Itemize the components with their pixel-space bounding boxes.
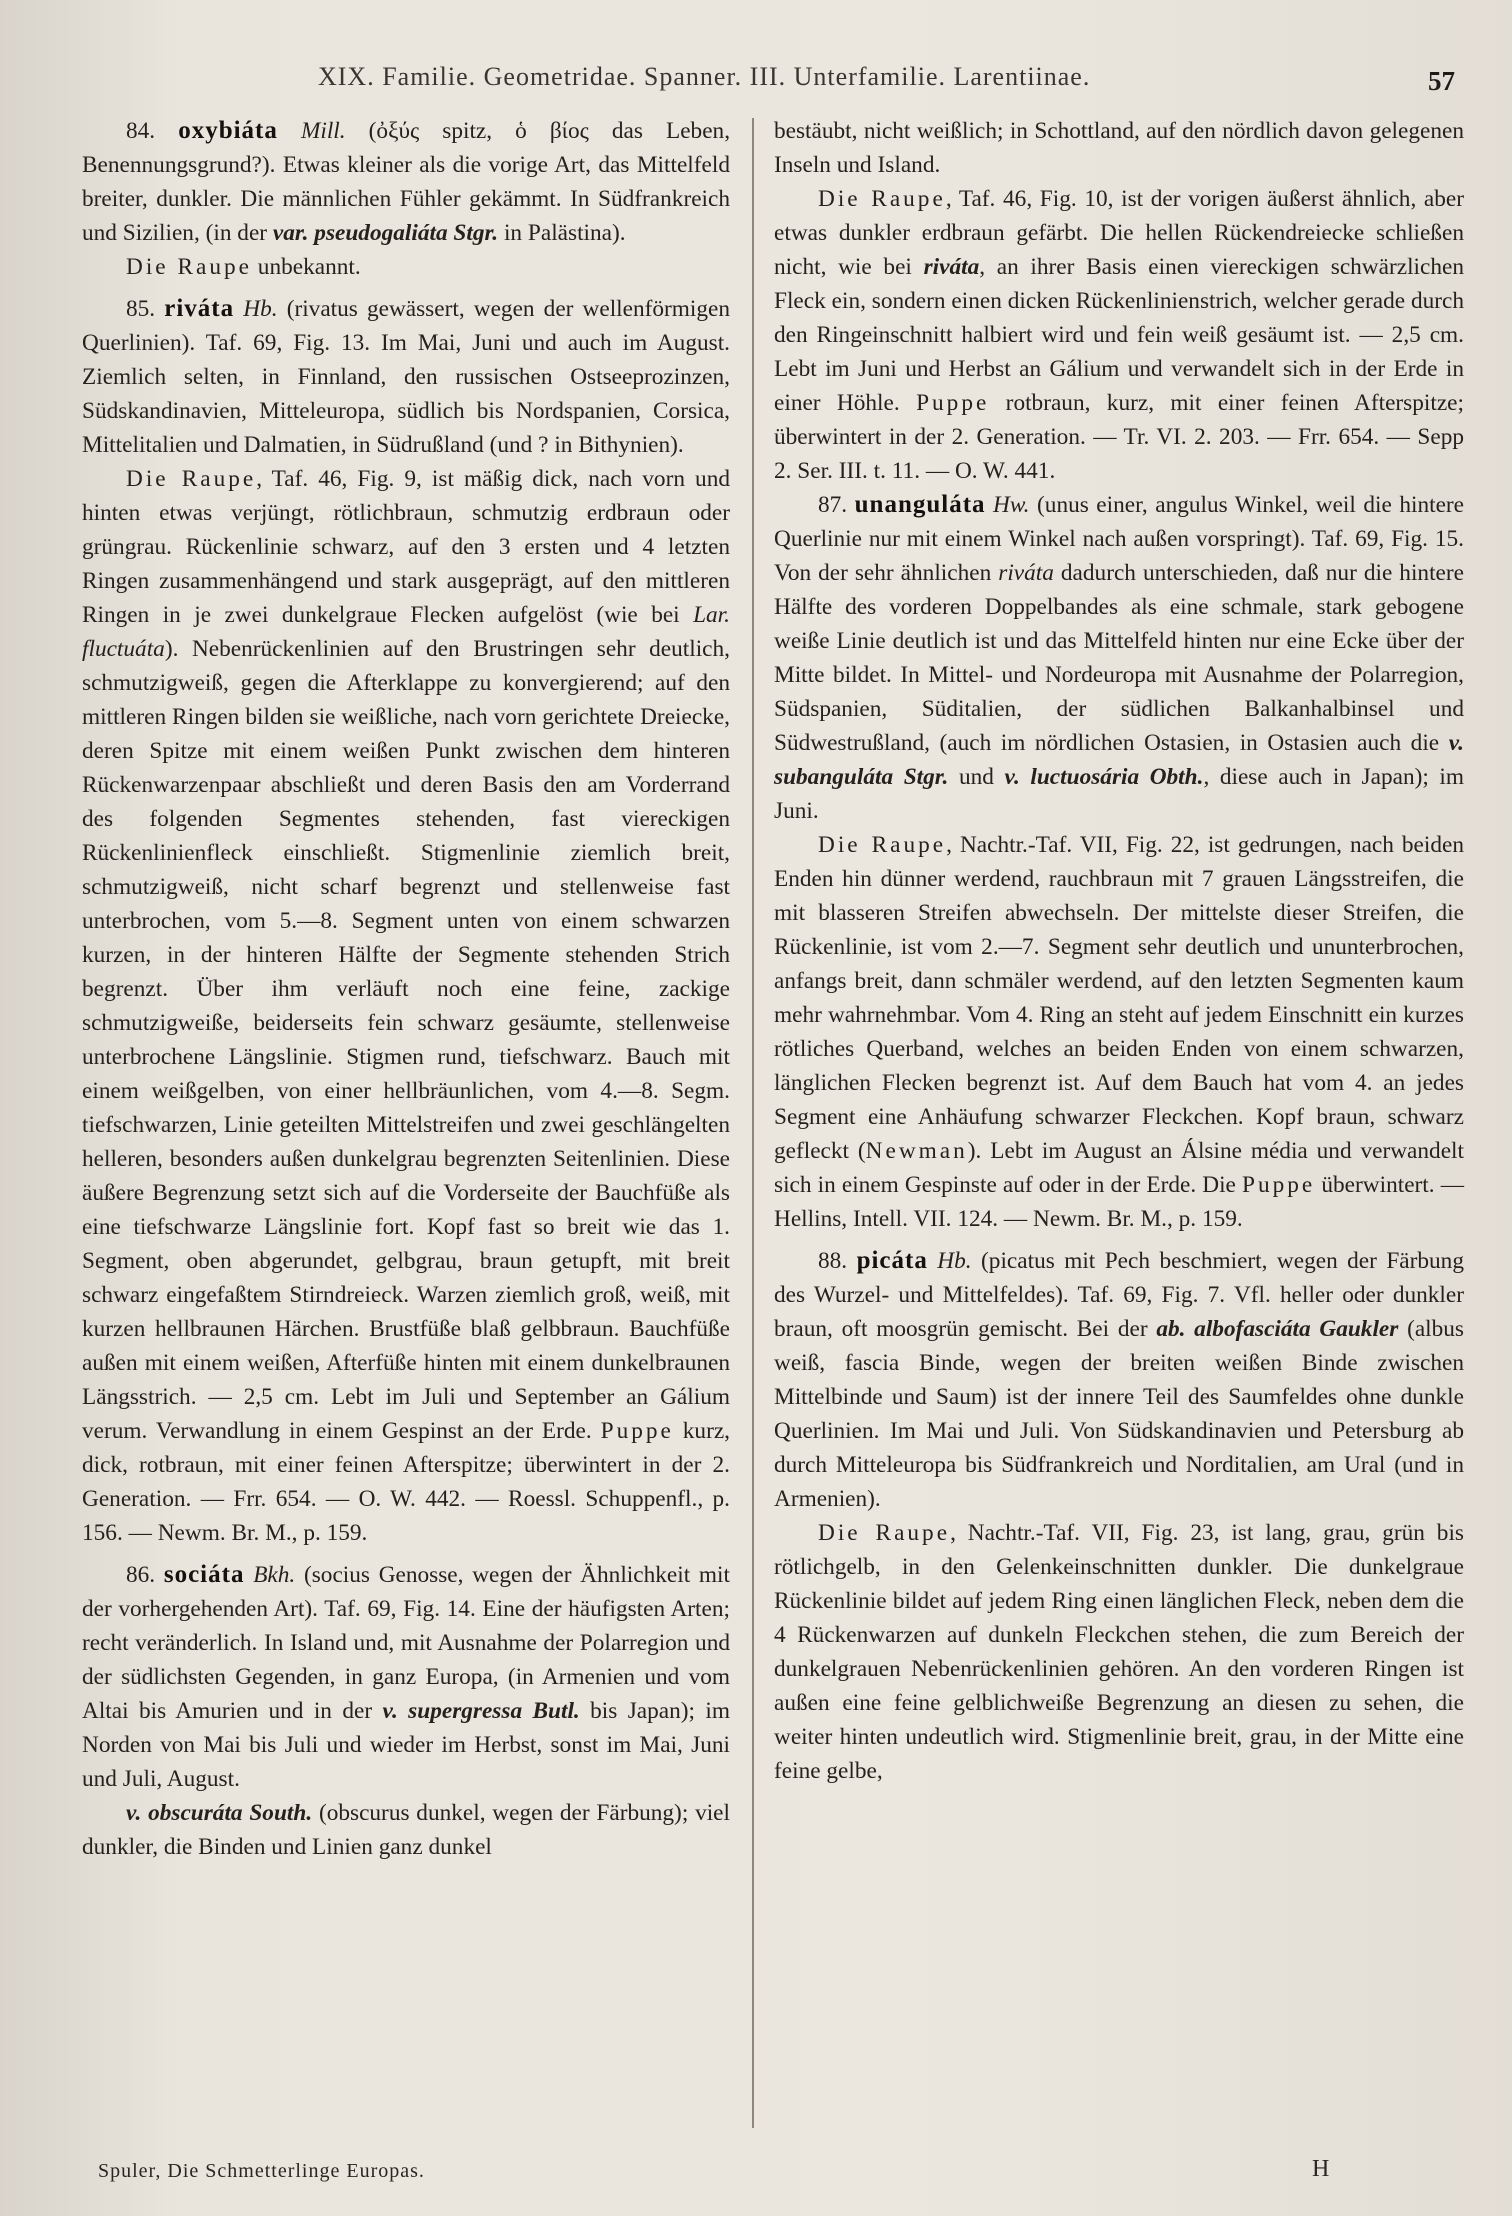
entry-86-continued: [774, 114, 1464, 182]
species-name: unanguláta: [854, 491, 986, 518]
species-author: Mill.: [300, 118, 346, 144]
larva-label: Die Raupe: [818, 186, 946, 212]
larva-text: , an ihrer Basis einen viereckigen schwärzlichen Fleck ein, sondern einen dicken Rückenlinienstrich, welcher gerade durch den Ringeinschnitt halbiert wird und fein weiß gesäumt ist. — 2,5 cm. Lebt im Juni und Herbst an Gálium und verwandelt sich in der Erde in einer Höhle.: [774, 254, 1464, 416]
pupa-text: rotbraun, kurz, mit einer feinen Afterspitze; überwintert in der 2. Generation. — Tr. VI. 2. 203. — Frr. 654. — Sepp 2. Ser. III. t. 11. — O. W. 441.: [774, 390, 1464, 484]
species-author: Hb.: [937, 1248, 972, 1274]
left-column: [82, 114, 730, 1864]
variety-name: v. subanguláta Stgr.: [774, 730, 1464, 790]
running-head: XIX. Familie. Geometridae. Spanner. III. Unterfamilie. Larentiinae.: [318, 62, 1091, 91]
larva-text: , Taf. 46, Fig. 9, ist mäßig dick, nach vorn und hinten etwas verjüngt, rötlichbraun, schmutzig erdbraun oder grüngrau. Rückenlinie schwarz, auf den 3 ersten und 4 letzten Ringen zusammenhängend und stark ausgeprägt, auf den mittleren Ringen in je zwei dunkelgraue Flecken aufgelöst (wie bei: [82, 466, 730, 628]
page-footer: [0, 2156, 1512, 2200]
column-divider: [752, 118, 754, 2128]
entry-text: und: [948, 764, 1005, 790]
entry-text: (socius Genosse, wegen der Ähnlichkeit mit der vorhergehenden Art). Taf. 69, Fig. 14. Eine der häufigsten Arten; recht veränderlich. In Island und, mit Ausnahme der Polarregion und der südlichsten Gegenden, in ganz Europa, (in Armenien und vom Altai bis Amurien und in der: [82, 1562, 730, 1724]
entry-87: [774, 488, 1464, 828]
variety-text: (obscurus dunkel, wegen der Färbung); viel dunkler, die Binden und Linien ganz dunkel: [82, 1800, 730, 1860]
pupa-label: Puppe: [916, 390, 990, 416]
pupa-text: kurz, dick, rotbraun, mit einer feinen Afterspitze; überwintert in der 2. Generation. — Frr. 654. — O. W. 442. — Roessl. Schuppenfl., p. 156. — Newm. Br. M., p. 159.: [82, 1418, 730, 1546]
larva-label: Die Raupe: [818, 832, 947, 858]
entry-number: 85.: [126, 296, 156, 322]
aberration-name: ab. albofasciáta Gaukler: [1156, 1316, 1399, 1342]
larva-text: unbekannt.: [251, 254, 361, 280]
species-name: oxybiáta: [178, 117, 278, 144]
species-name: riváta: [164, 295, 235, 322]
entry-text: bis Japan); im Norden von Mai bis Juli und wieder im Herbst, sonst im Mai, Juni und Juli, August.: [82, 1698, 731, 1792]
larva-text: ). Nebenrückenlinien auf den Brustringen sehr deutlich, schmutzigweiß, gegen die Afterklappe zu konvergierend; auf den mittleren Ringen bilden sie weißliche, nach vorn gerichtete Dreiecke, deren Spitze mit einem weißen Punkt zwischen dem hinteren Rückenwarzenpaar abschließt und deren Basis den am Vorderrand des folgenden Segmentes stehenden, fast viereckigen Rückenlinienfleck einschließt. Stigmenlinie ziemlich breit, schmutzigweiß, nicht scharf begrenzt und stellenweise fast unterbrochen, vom 5.—8. Segment unten von einem schwarzen kurzen, in der hinteren Hälfte der Segmente stehenden Strich begrenzt. Über ihm verläuft noch eine feine, zackige schmutzigweiße, beiderseits fein schwarz gesäumte, stellenweise unterbrochene Längslinie. Stigmen rund, tiefschwarz. Bauch mit einem weißgelben, von einer hellbräunlichen, vom 4.—8. Segm. tiefschwarzen, Linie geteilten Mittelstreifen und zwei geschlängelten helleren, besonders außen dunkelgrau begrenzten Seitenlinien. Diese äußere Begrenzung setzt sich auf die Vorderseite der Bauchfüße als eine tiefschwarze Längslinie fort. Kopf fast so breit wie das 1. Segment, oben abgerundet, gelbgrau, braun getupft, mit breit schwarz eingefaßtem Stirndreieck. Warzen ziemlich groß, weiß, mit kurzen hellbraunen Härchen. Brustfüße blaß gelbbraun. Bauchfüße außen mit einem weißen, Afterfüße hinten mit einem dunkelbraunen Längsstrich. — 2,5 cm. Lebt im Juli und September an Gálium verum. Verwandlung in einem Gespinst an der Erde.: [82, 636, 730, 1444]
larva-label: Die Raupe: [126, 254, 252, 280]
entry-text: (unus einer, angulus Winkel, weil die hintere Querlinie nur mit einem Winkel nach außen vorspringt). Taf. 69, Fig. 15. Von der sehr ähnlichen: [774, 492, 1465, 586]
species-reference: Lar. fluctuáta: [82, 602, 730, 662]
species-author: Bkh.: [253, 1562, 296, 1588]
entry-number: 87.: [818, 492, 848, 518]
species-reference: riváta: [998, 560, 1054, 586]
species-name: sociáta: [163, 1561, 245, 1588]
author-name: Newman: [865, 1138, 968, 1164]
larva-label: Die Raupe: [126, 466, 257, 492]
species-reference: riváta: [923, 254, 980, 280]
entry-86-variety: [82, 1796, 730, 1864]
entry-text: (picatus mit Pech beschmiert, wegen der Färbung des Wurzel- und Mittelfeldes). Taf. 69, Fig. 7. Vfl. heller oder dunkler braun, oft moosgrün gemischt. Bei der: [774, 1248, 1464, 1342]
entry-text: (ὀξύς spitz, ὁ βίος das Leben, Benennungsgrund?). Etwas kleiner als die vorige Art, das Mittelfeld breiter, dunkler. Die männlichen Fühler gekämmt. In Südfrankreich und Sizilien, (in der: [82, 118, 731, 246]
variety-name: v. obscuráta South.: [126, 1800, 313, 1826]
entry-85-larva: [82, 462, 730, 1550]
entry-86-larva: [774, 182, 1464, 488]
entry-number: 86.: [126, 1562, 156, 1588]
entry-87-larva: [774, 828, 1464, 1236]
larva-text: , Nachtr.-Taf. VII, Fig. 22, ist gedrungen, nach beiden Enden hin dünner werdend, rauchbraun mit 7 grauen Längsstreifen, die mit blasseren Streifen abwechseln. Der mittelste dieser Streifen, die Rückenlinie, ist vom 2.—7. Segment sehr deutlich und ununterbrochen, anfangs breit, dann schmäler werdend, auf den letzten Segmenten kaum mehr wahrnehmbar. Vom 4. Ring an steht auf jedem Einschnitt ein kurzes rötliches Querband, welches an beiden Enden von einem schwarzen, länglichen Flecken begrenzt ist. Auf dem Bauch hat vom 4. an jedes Segment eine Anhäufung schwarzer Fleckchen. Kopf braun, schwarz gefleckt (: [774, 832, 1464, 1164]
entry-number: 88.: [818, 1248, 848, 1274]
larva-label: Die Raupe: [818, 1520, 951, 1546]
larva-text: ). Lebt im August an Álsine média und verwandelt sich in einem Gespinste auf oder in der Erde. Die: [774, 1138, 1464, 1198]
variety-name: v. luctuosária Obth.: [1004, 764, 1204, 790]
larva-text: , Nachtr.-Taf. VII, Fig. 23, ist lang, grau, grün bis rötlichgelb, in den Gelenkeinschnitten dunkler. Die dunkelgraue Rückenlinie bildet auf jedem Ring einen länglichen Fleck, neben dem die 4 Rückenwarzen auf dunkeln Fleckchen stehen, die zum Bereich der dunkelgrauen Nebenrückenlinien gehören. An den vorderen Ringen ist außen eine feine gelblichweiße Begrenzung an diesen zu sehen, die weiter hinten undeutlich wird. Stigmenlinie breit, grau, in der Mitte eine feine gelbe,: [774, 1520, 1464, 1784]
entry-88-larva: [774, 1516, 1464, 1788]
entry-84-larva: [82, 250, 730, 284]
right-column: [774, 114, 1464, 1788]
entry-text: dadurch unterschieden, daß nur die hintere Hälfte des vorderen Doppelbandes als eine schmale, stark gebogene weiße Linie deutlich ist und das Mittelfeld hinten nur eine Ecke über der Mitte bildet. In Mittel- und Nordeuropa mit Ausnahme der Polarregion, Südspanien, Süditalien, der südlichen Balkanhalbinsel und Südwestrußland, (auch im nördlichen Ostasien, in Ostasien auch die: [774, 560, 1464, 756]
page-number: 57: [1428, 66, 1455, 96]
pupa-label: Puppe: [1242, 1172, 1316, 1198]
species-name: picáta: [856, 1247, 928, 1274]
larva-text: , Taf. 46, Fig. 10, ist der vorigen äußerst ähnlich, aber etwas dunkler erdbraun gefärbt. Die hellen Rückendreiecke schließen nicht, wie bei: [774, 186, 1465, 280]
signature-mark: H: [1312, 2156, 1330, 2182]
variety-name: var. pseudogaliáta Stgr.: [272, 220, 499, 246]
entry-text: bestäubt, nicht weißlich; in Schottland, auf den nördlich davon gelegenen Inseln und Island.: [774, 118, 1464, 178]
entry-84: [82, 114, 730, 250]
entry-text: in Palästina).: [498, 220, 626, 246]
species-author: Hw.: [993, 492, 1030, 518]
footer-note: Spuler, Die Schmetterlinge Europas.: [98, 2160, 425, 2182]
entry-88: [774, 1244, 1464, 1516]
entry-85: [82, 292, 730, 462]
species-author: Hb.: [243, 296, 278, 322]
entry-number: 84.: [126, 118, 156, 144]
pupa-text: überwintert. — Hellins, Intell. VII. 124. — Newm. Br. M., p. 159.: [774, 1172, 1464, 1232]
page-header: [0, 62, 1512, 102]
pupa-label: Puppe: [600, 1418, 674, 1444]
entry-text: (rivatus gewässert, wegen der wellenförmigen Querlinien). Taf. 69, Fig. 13. Im Mai, Juni und auch im August. Ziemlich selten, in Finnland, den russischen Ostseeprozinzen, Südskandinavien, Mitteleuropa, südlich bis Nordspanien, Corsica, Mittelitalien und Dalmatien, in Südrußland (und ? in Bithynien).: [82, 296, 731, 458]
entry-text: , diese auch in Japan); im Juni.: [774, 764, 1464, 824]
entry-86: [82, 1558, 730, 1796]
entry-text: (albus weiß, fascia Binde, wegen der breiten weißen Binde zwischen Mittelbinde und Saum) ist der innere Teil des Saumfeldes ohne dunkle Querlinien. Im Mai und Juli. Von Südskandinavien und Petersburg ab durch Mitteleuropa bis Südfrankreich und Norditalien, am Ural (und in Armenien).: [774, 1316, 1465, 1512]
variety-name: v. supergressa Butl.: [382, 1698, 580, 1724]
